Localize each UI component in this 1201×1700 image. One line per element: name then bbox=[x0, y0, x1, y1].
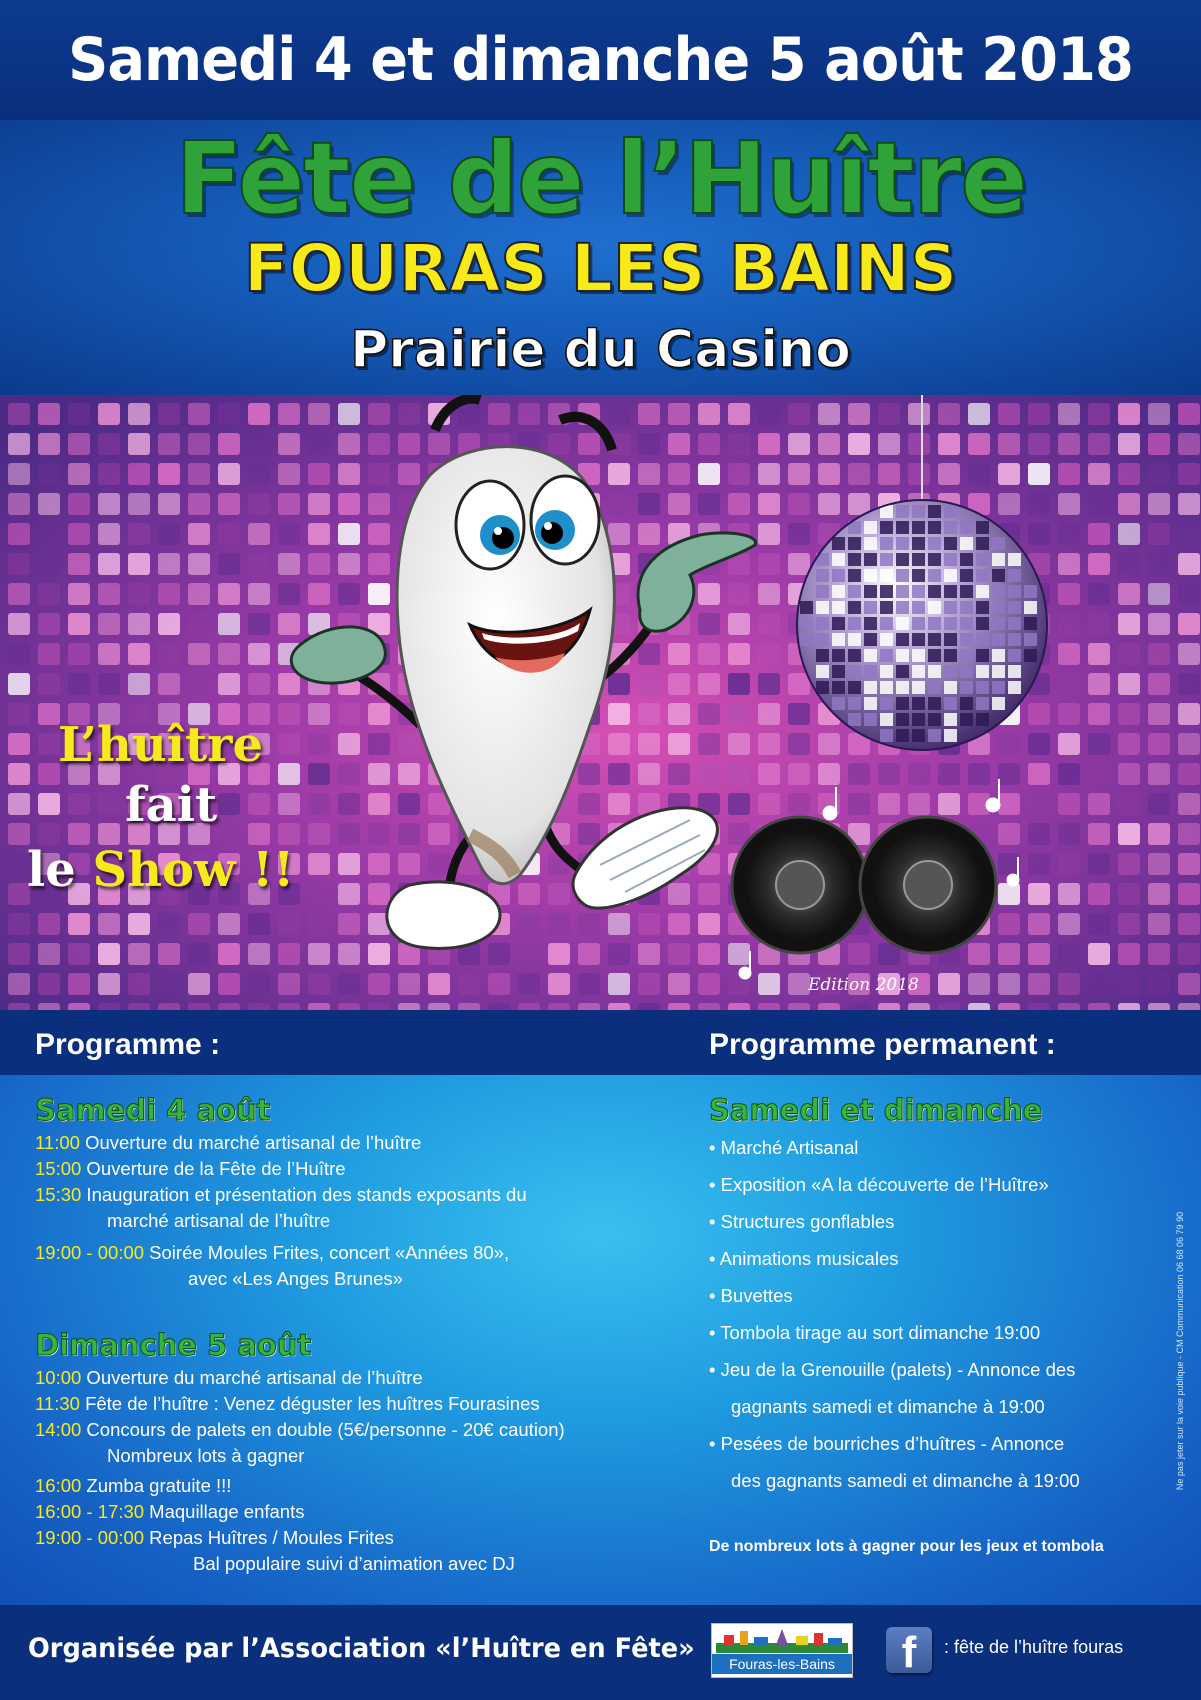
slogan-line-3-highlight: Show !! bbox=[92, 842, 295, 898]
list-item: • Exposition «A la découverte de l’Huître» bbox=[709, 1174, 1049, 1195]
schedule-row: 15:30 Inauguration et présentation des stands exposants du bbox=[35, 1184, 527, 1205]
schedule-row: 10:00 Ouverture du marché artisanal de l’huître bbox=[35, 1367, 423, 1388]
list-item: • Jeu de la Grenouille (palets) - Annonce des bbox=[709, 1359, 1076, 1380]
edition-label: Edition 2018 bbox=[808, 975, 919, 995]
program-body bbox=[0, 1075, 1201, 1605]
schedule-row: marché artisanal de l’huître bbox=[107, 1210, 331, 1231]
day-1-schedule bbox=[35, 1130, 527, 1292]
schedule-row: avec «Les Anges Brunes» bbox=[188, 1268, 403, 1289]
day-2-schedule bbox=[35, 1365, 565, 1577]
list-item: • Animations musicales bbox=[709, 1248, 899, 1269]
list-item: • Buvettes bbox=[709, 1285, 793, 1306]
list-item: • Marché Artisanal bbox=[709, 1137, 859, 1158]
event-title: Fête de l’Huître bbox=[174, 120, 1027, 237]
schedule-row: 15:00 Ouverture de la Fête de l’Huître bbox=[35, 1158, 346, 1179]
program-header-strip bbox=[0, 1010, 1201, 1075]
list-item: des gagnants samedi et dimanche à 19:00 bbox=[731, 1470, 1080, 1491]
list-item: • Structures gonflables bbox=[709, 1211, 895, 1232]
date-banner bbox=[0, 0, 1201, 120]
event-date: Samedi 4 et dimanche 5 août 2018 bbox=[68, 25, 1133, 95]
schedule-row: 11:30 Fête de l’huître : Venez déguster les huîtres Fourasines bbox=[35, 1393, 540, 1414]
program-heading: Programme : bbox=[35, 1028, 221, 1061]
schedule-row: 14:00 Concours de palets en double (5€/personne - 20€ caution) bbox=[35, 1419, 565, 1440]
disco-background bbox=[0, 395, 1201, 1010]
permanent-heading: Programme permanent : bbox=[709, 1028, 1056, 1061]
slogan-line-3-prefix: le bbox=[27, 842, 93, 898]
list-item: gagnants samedi et dimanche à 19:00 bbox=[731, 1396, 1045, 1417]
speaker-left bbox=[732, 817, 868, 953]
schedule-row: 19:00 - 00:00 Repas Huîtres / Moules Frites bbox=[35, 1527, 394, 1548]
speaker-right bbox=[860, 817, 996, 953]
slogan-line-1: L’huître bbox=[58, 717, 263, 773]
event-city: FOURAS LES BAINS bbox=[243, 230, 958, 307]
slogan-line-3 bbox=[27, 842, 294, 898]
schedule-row: 16:00 Zumba gratuite !!! bbox=[35, 1475, 232, 1496]
schedule-row: Nombreux lots à gagner bbox=[107, 1445, 305, 1466]
event-venue: Prairie du Casino bbox=[350, 320, 851, 380]
schedule-row: 19:00 - 00:00 Soirée Moules Frites, concert «Années 80», bbox=[35, 1242, 510, 1263]
title-zone bbox=[0, 120, 1201, 395]
schedule-row: 16:00 - 17:30 Maquillage enfants bbox=[35, 1501, 305, 1522]
list-item: • Tombola tirage au sort dimanche 19:00 bbox=[709, 1322, 1041, 1343]
prizes-note: De nombreux lots à gagner pour les jeux et tombola bbox=[709, 1538, 1104, 1555]
side-credit: Ne pas jeter sur la voie publique - CM Communication 06 68 06 79 90 bbox=[1175, 1211, 1185, 1491]
footer bbox=[0, 1605, 1201, 1700]
slogan-line-2: fait bbox=[125, 777, 218, 833]
schedule-row: Bal populaire suivi d’animation avec DJ bbox=[193, 1553, 515, 1574]
permanent-title: Samedi et dimanche bbox=[709, 1093, 1043, 1127]
permanent-list bbox=[709, 1135, 1080, 1494]
town-skyline-icon bbox=[716, 1627, 848, 1653]
list-item: • Pesées de bourriches d’huîtres - Annonce bbox=[709, 1433, 1065, 1454]
schedule-row: 11:00 Ouverture du marché artisanal de l’huître bbox=[35, 1132, 422, 1153]
day-2-title: Dimanche 5 août bbox=[35, 1328, 312, 1362]
logo-label: Fouras-les-Bains bbox=[712, 1654, 852, 1674]
facebook-page-link[interactable]: : fête de l’huître fouras bbox=[944, 1637, 1124, 1657]
organizer-text: Organisée par l’Association «l’Huître en Fête» bbox=[28, 1633, 695, 1664]
fouras-logo bbox=[711, 1623, 853, 1678]
day-1-title: Samedi 4 août bbox=[35, 1093, 271, 1127]
facebook-icon[interactable]: f bbox=[886, 1627, 932, 1673]
illustration bbox=[0, 395, 1201, 1010]
